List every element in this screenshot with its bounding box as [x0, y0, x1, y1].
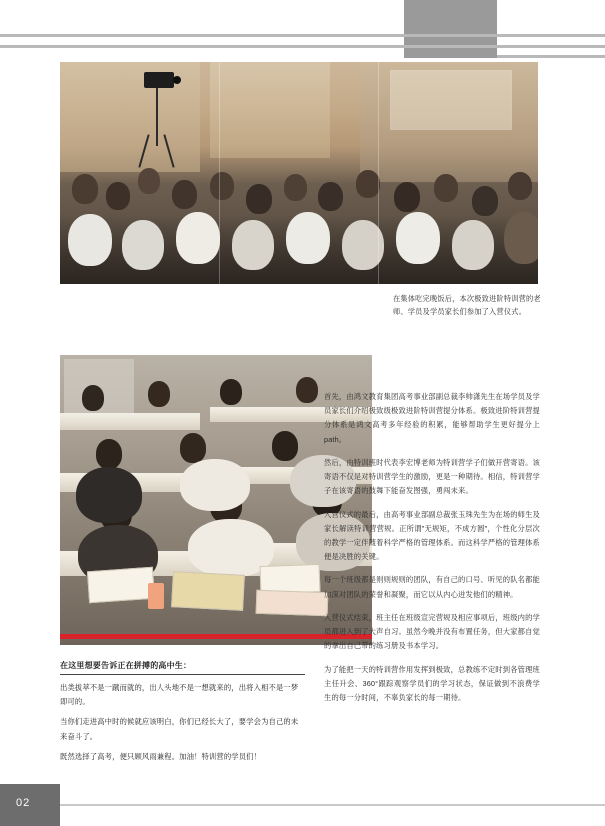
audience-body	[452, 220, 494, 270]
open-textbook	[87, 567, 155, 604]
article-body-left	[60, 660, 305, 770]
paragraph: 入营仪式结束，班主任在班级宣完营规及相应事项后，班级内的学员都进入到了大声自习。虽然今晚并没有布置任务，但大家都自觉的拿出自己带的练习册及书本学习。	[324, 612, 540, 651]
paragraph: 首先，由鸿文教育集团高考事业部副总裁李帅潇先生在场学员及学员家长们介绍极致级极致进阶特训营提分体系。极致进阶特训营提分体系是鸿文高考多年经验的积累，能够帮助学生更好提分上path。	[324, 392, 540, 444]
audience-body	[122, 220, 164, 270]
audience-body	[286, 212, 330, 264]
audience-head	[508, 172, 532, 200]
photo-seam-left	[219, 62, 220, 284]
header-rule-short	[497, 55, 605, 58]
video-camera-icon	[144, 72, 174, 88]
photo-caption-top: 在集体吃完晚饭后，本次极致进阶特训营的老师、学员及学员家长们参加了入营仪式。	[393, 294, 541, 317]
page-number: 02	[16, 797, 31, 809]
wall-panel-mid	[210, 62, 330, 158]
student-desk	[60, 413, 200, 430]
paragraph: 出类拔萃不是一蹴而就的，出人头地不是一想就来的，出将入相不是一梦即可的。	[60, 683, 299, 707]
paragraph: 入营仪式的最后，由高考事业部副总裁张玉珠先生为在场的师生及家长解读特训营营规。正所谓"无规矩，不成方圆"，个性化分层次的教学一定伴随着科学严格的管理体系。而这科学严格的管理体系便是决胜的关键。	[324, 509, 540, 562]
audience-head	[106, 182, 130, 210]
header-gray-block	[404, 0, 497, 58]
audience-head	[472, 186, 498, 216]
tripod-pole	[156, 84, 158, 146]
page-number-block	[0, 784, 60, 826]
audience-head	[356, 170, 380, 198]
audience-body	[176, 212, 220, 264]
article-body-right	[324, 390, 540, 714]
audience-head	[318, 182, 343, 211]
open-textbook	[171, 571, 245, 611]
header-rule-top	[0, 34, 605, 37]
footer-rule	[60, 804, 605, 806]
audience-head	[394, 182, 420, 212]
audience-body	[396, 212, 440, 264]
audience-body	[68, 214, 112, 266]
audience-body	[504, 212, 538, 264]
student-head	[148, 381, 170, 407]
student-body	[76, 467, 142, 523]
header-rule-second	[0, 45, 605, 48]
student-head	[220, 379, 242, 405]
paragraph: 为了能把一天的特训营作用发挥到极致，总教练不定时到各管理班主任升会、360°跟踪观察学员们的学习状态，保证做到不浪费学生的每一分时间，不辜负家长的每一期待。	[324, 664, 540, 702]
audience-body	[232, 220, 274, 270]
paragraph: 既然选择了高考，便只顾风雨兼程。加油！特训营的学员们！	[60, 751, 262, 761]
paragraph: 每一个班级都是则则规则的团队，有自己的口号、听见的队名都能加深对团队的荣誉和凝聚，而它以从内心迸发他们的精神。	[324, 575, 540, 599]
audience-head	[246, 184, 272, 214]
audience-head	[138, 168, 160, 194]
section-heading: 在这里想要告诉正在拼搏的高中生：	[60, 660, 305, 675]
audience-head	[210, 172, 234, 200]
student-head	[180, 433, 206, 463]
student-body	[180, 459, 250, 511]
student-head	[82, 385, 104, 411]
photo-seam-right	[378, 62, 379, 284]
student-head	[296, 377, 318, 403]
audience-head	[172, 180, 197, 209]
auditorium-opening-ceremony-photo	[60, 62, 538, 284]
audience-head	[72, 174, 98, 204]
open-textbook	[256, 590, 329, 616]
student-head	[272, 431, 298, 461]
student-head	[96, 439, 122, 469]
projection-screen	[390, 70, 512, 130]
paper-cup	[148, 583, 164, 609]
paragraph: 然后，由特训班时代表李宏博老师为特训营学子们做开营寄语。该寄语不仅是对特训营学生的激励，更是一种期待。相信，特训营学子在该寄语的鼓舞下能奋发图强，勇闯未来。	[324, 457, 540, 496]
paragraph: 当你们走进高中时的候就应该明白，你们已经长大了，要学会为自己的未来奋斗了。	[60, 717, 299, 741]
audience-head	[434, 174, 458, 202]
audience-head	[284, 174, 307, 201]
